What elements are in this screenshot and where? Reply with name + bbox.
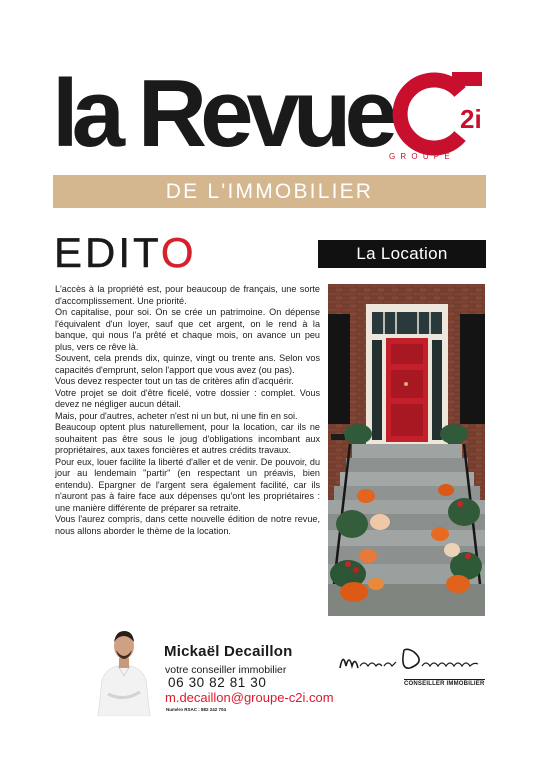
advisor-email[interactable]: m.decaillon@groupe-c2i.com [165,690,334,705]
logo-text: 2i [460,104,482,134]
article-paragraph: Mais, pour d'autres, acheter n'est ni un but, ni une fin en soi. [55,410,298,421]
topic-tag-text: La Location [356,244,448,263]
subtitle-band [53,175,486,208]
advisor-portrait [96,628,152,716]
edito-heading-dark: EDIT [54,229,161,276]
article-paragraph: L'accès à la propriété est, pour beaucoup de français, une sorte d'accomplissement. Une priorité. [55,284,320,306]
handwritten-signature [334,642,484,680]
topic-tag [318,240,486,268]
advisor-role: votre conseiller immobilier [165,664,287,676]
signature-caption: CONSEILLER IMMOBILIER [404,681,485,687]
masthead-title: la Revue [52,60,391,167]
advisor-phone[interactable]: 06 30 82 81 30 [168,675,267,690]
advisor-name: Mickaël Decaillon [164,643,293,660]
article-paragraph: Pour eux, louer facilite la liberté d'aller et de venir. De pouvoir, du jour au lendemain "partir" (en respectant un préavis, bien entendu). Epargner de l'argent sera également facilité, car ils n'auront pas à faire face aux dépenses qu'ont les propriétaires : une manière différente de préparer sa retraite. [55,456,320,513]
article-paragraph: Souvent, cela prends dix, quinze, vingt ou trente ans. Selon vos capacités d'emprunt, selon l'apport que vous avez (ou pas). [55,353,320,375]
article-paragraph: Vous devez respecter tout un tas de critères afin d'acquérir. [55,376,294,386]
article-paragraph: On capitalise, pour soi. On se crée un patrimoine. On dépense l'équivalent d'un loyer, sauf que cet argent, on le rend à la banque, qui nous l'a prêté et chaque mois, on avance un peu plus, vers ce rêve là. [55,307,320,352]
article-paragraph: Votre projet se doit d'être ficelé, votre dossier : complet. Vous devez ne négliger aucun détail. [55,387,320,409]
c2i-logo [386,72,482,164]
article-body [55,284,320,537]
red-door-photo [328,284,485,616]
edito-heading-red: O [160,229,197,276]
article-paragraph: Beaucoup optent plus naturellement, pour la location, car ils ne souhaitent pas être sous le joug d'obligations incombant aux propriétaires, aux taxes foncières et autres crédits travaux. [55,422,320,455]
rsac-number: Numéro RSAC : 882 242 704 [166,707,227,712]
article-paragraph: Vous l'aurez compris, dans cette nouvelle édition de notre revue, nous allons aborder le thème de la location. [55,514,320,536]
logo-group-label: GROUPE [389,152,455,161]
edito-heading [54,230,197,276]
subtitle-text: DE L'IMMOBILIER [165,179,374,203]
